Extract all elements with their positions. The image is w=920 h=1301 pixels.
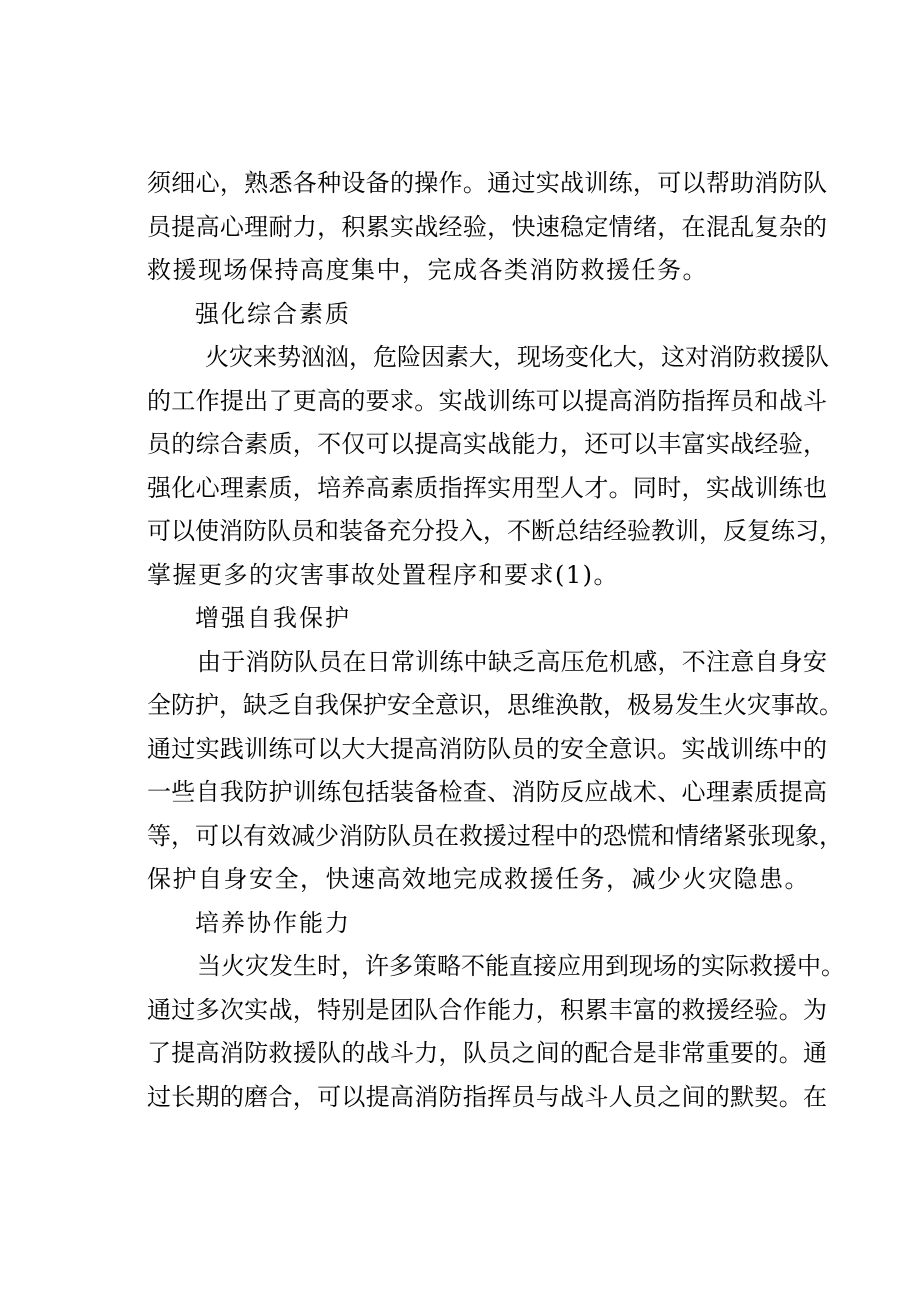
paragraph-line: 掌握更多的灾害事故处置程序和要求(1)。 <box>147 561 619 589</box>
paragraph-line: 当火灾发生时，许多策略不能直接应用到现场的实际救援中。 <box>197 952 845 980</box>
paragraph-line: 可以使消防队员和装备充分投入，不断总结经验教训，反复练习， <box>147 517 843 545</box>
paragraph-line: 等，可以有效减少消防队员在救援过程中的恐慌和情绪紧张现象， <box>147 822 843 850</box>
section-heading-self-protection: 增强自我保护 <box>195 604 351 632</box>
paragraph-line: 过长期的磨合，可以提高消防指挥员与战斗人员之间的默契。在 <box>147 1083 827 1111</box>
paragraph-line: 的工作提出了更高的要求。实战训练可以提高消防指挥员和战斗 <box>147 387 827 415</box>
paragraph-line: 火灾来势汹汹，危险因素大，现场变化大，这对消防救援队 <box>205 343 829 371</box>
paragraph-line: 强化心理素质，培养高素质指挥实用型人才。同时，实战训练也 <box>147 474 827 502</box>
paragraph-line: 通过实践训练可以大大提高消防队员的安全意识。实战训练中的 <box>147 735 827 763</box>
section-heading-collaboration: 培养协作能力 <box>195 909 351 937</box>
paragraph-line: 通过多次实战，特别是团队合作能力，积累丰富的救援经验。为 <box>147 996 827 1024</box>
paragraph-line: 由于消防队员在日常训练中缺乏高压危机感，不注意自身安 <box>197 648 827 676</box>
paragraph-line: 了提高消防救援队的战斗力，队员之间的配合是非常重要的。通 <box>147 1039 827 1067</box>
section-heading-comprehensive-quality: 强化综合素质 <box>195 300 351 328</box>
paragraph-line: 保护自身安全，快速高效地完成救援任务，减少火灾隐患。 <box>147 865 810 893</box>
paragraph-line: 须细心，熟悉各种设备的操作。通过实战训练，可以帮助消防队 <box>147 169 827 197</box>
paragraph-line: 员的综合素质，不仅可以提高实战能力，还可以丰富实战经验， <box>147 430 827 458</box>
paragraph-line: 员提高心理耐力，积累实战经验，快速稳定情绪，在混乱复杂的 <box>147 213 827 241</box>
paragraph-line: 一些自我防护训练包括装备检查、消防反应战术、心理素质提高 <box>147 778 827 806</box>
paragraph-line: 全防护，缺乏自我保护安全意识，思维涣散，极易发生火灾事故。 <box>147 691 843 719</box>
paragraph-line: 救援现场保持高度集中，完成各类消防救援任务。 <box>147 256 708 284</box>
